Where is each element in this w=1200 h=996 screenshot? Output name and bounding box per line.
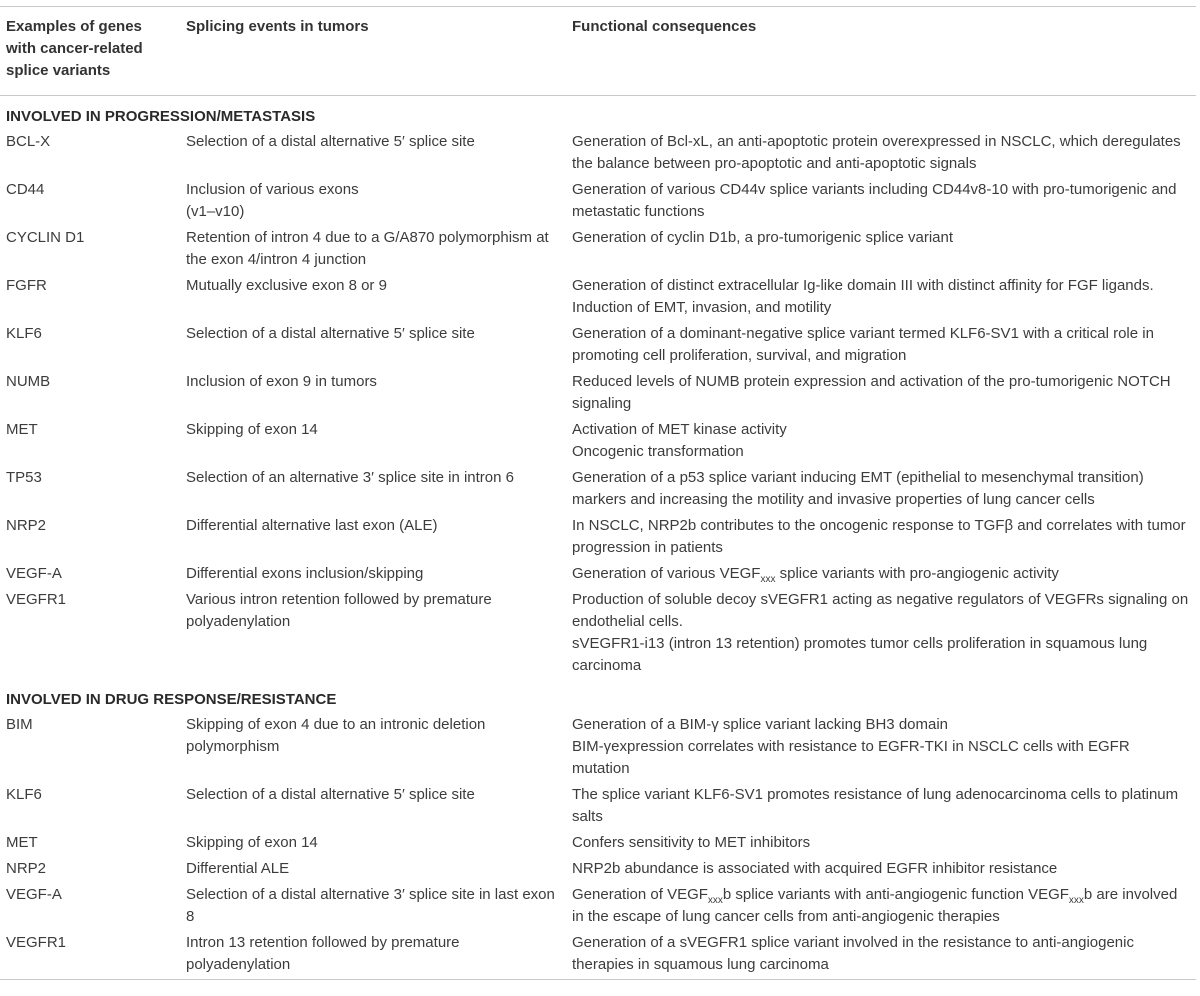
splicing-event-cell	[180, 130, 566, 178]
table-row	[0, 783, 1196, 831]
functional-consequence-text: Generation of various $VEGF_{xxx}$ splice variants with pro-angiogenic activity	[572, 565, 1059, 585]
table-row	[0, 178, 1196, 226]
splicing-event-text: Differential alternative last exon (ALE)	[186, 517, 438, 534]
splicing-event-cell	[180, 274, 566, 322]
splicing-event-text: Skipping of exon 4 due to an intronic deletion polymorphism	[186, 716, 486, 755]
functional-consequence-text: Activation of MET kinase activity	[572, 421, 787, 438]
table-row	[0, 370, 1196, 418]
gene-cell: CYCLIN D1	[6, 229, 85, 246]
table-row	[0, 883, 1196, 931]
table-row	[0, 130, 1196, 178]
table-row	[0, 514, 1196, 562]
gene-cell: BCL-X	[6, 133, 51, 150]
gene-cell: MET	[6, 834, 38, 851]
gene-cell: CD44	[6, 181, 45, 198]
splicing-event-cell	[180, 322, 566, 370]
functional-consequence-text: sVEGFR1-i13 (intron 13 retention) promotes tumor cells proliferation in squamous lung carcinoma	[572, 635, 1148, 674]
functional-consequence-cell	[566, 274, 1196, 322]
functional-consequence-cell	[566, 322, 1196, 370]
functional-consequence-text: Generation of Bcl-xL, an anti-apoptotic protein overexpressed in NSCLC, which deregulates the balance between pro-apoptotic and anti-apoptotic signals	[572, 133, 1181, 172]
splicing-event-text: Selection of an alternative 3′ splice site in intron 6	[186, 469, 515, 486]
splicing-event-text: Skipping of exon 14	[186, 421, 318, 438]
gene-cell: VEGFR1	[6, 934, 67, 951]
splicing-event-text: Mutually exclusive exon 8 or 9	[186, 277, 387, 294]
functional-consequence-cell	[566, 562, 1196, 588]
splicing-event-text: Retention of intron 4 due to a G/A870 polymorphism at the exon 4/intron 4 junction	[186, 229, 549, 268]
functional-consequence-cell	[566, 226, 1196, 274]
functional-consequence-cell	[566, 883, 1196, 931]
splicing-event-cell	[180, 783, 566, 831]
table-row	[0, 831, 1196, 857]
gene-cell: NRP2	[6, 517, 47, 534]
gene-cell: FGFR	[6, 277, 47, 294]
splicing-event-cell	[180, 857, 566, 883]
gene-cell: BIM	[6, 716, 33, 733]
gene-cell: VEGFR1	[6, 591, 67, 608]
section-title: INVOLVED IN DRUG RESPONSE/RESISTANCE	[6, 691, 337, 708]
functional-consequence-cell	[566, 857, 1196, 883]
functional-consequence-cell	[566, 418, 1196, 466]
splicing-event-text: Intron 13 retention followed by premature polyadenylation	[186, 934, 460, 973]
header-genes: Examples of genes with cancer-related splice variants	[0, 7, 180, 96]
functional-consequence-cell	[566, 178, 1196, 226]
gene-cell: TP53	[6, 469, 42, 486]
splicing-event-cell	[180, 831, 566, 857]
functional-consequence-text: NRP2b abundance is associated with acquired EGFR inhibitor resistance	[572, 860, 1058, 877]
table-header	[0, 7, 1196, 96]
functional-consequence-text: Generation of cyclin D1b, a pro-tumorigenic splice variant	[572, 229, 954, 246]
functional-consequence-text: Generation of a sVEGFR1 splice variant involved in the resistance to anti-angiogenic therapies in squamous lung carcinoma	[572, 934, 1134, 973]
gene-cell: VEGF-A	[6, 886, 62, 903]
functional-consequence-cell	[566, 931, 1196, 979]
table-row	[0, 588, 1196, 680]
splicing-event-cell	[180, 514, 566, 562]
splicing-event-cell	[180, 466, 566, 514]
table-row	[0, 322, 1196, 370]
splicing-event-text: Selection of a distal alternative 5′ splice site	[186, 325, 475, 342]
functional-consequence-text: Generation of a p53 splice variant inducing EMT (epithelial to mesenchymal transition) markers and increasing the motility and invasive properties of lung cancer cells	[572, 469, 1144, 508]
splicing-event-text: (v1–v10)	[186, 203, 245, 220]
functional-consequence-text: Reduced levels of NUMB protein expression and activation of the pro-tumorigenic NOTCH signaling	[572, 373, 1171, 412]
functional-consequence-cell	[566, 130, 1196, 178]
table-row	[0, 466, 1196, 514]
table-row	[0, 562, 1196, 588]
table-row	[0, 713, 1196, 783]
functional-consequence-text: Oncogenic transformation	[572, 443, 744, 460]
functional-consequence-cell	[566, 588, 1196, 680]
splicing-event-text: Differential exons inclusion/skipping	[186, 565, 424, 582]
splicing-event-text: Differential ALE	[186, 860, 290, 877]
functional-consequence-text: In NSCLC, NRP2b contributes to the oncogenic response to TGFβ and correlates with tumor progression in patients	[572, 517, 1186, 556]
table-bottom-rule	[0, 979, 1196, 980]
header-functional-consequences: Functional consequences	[566, 7, 1196, 96]
functional-consequence-text: The splice variant KLF6-SV1 promotes resistance of lung adenocarcinoma cells to platinum salts	[572, 786, 1179, 825]
functional-consequence-cell	[566, 713, 1196, 783]
functional-consequence-text: Confers sensitivity to MET inhibitors	[572, 834, 811, 851]
table-body	[0, 96, 1196, 980]
section-row	[0, 680, 1196, 713]
splicing-event-text: Inclusion of various exons	[186, 181, 359, 198]
gene-cell: KLF6	[6, 325, 42, 342]
functional-consequence-text: Production of soluble decoy sVEGFR1 acting as negative regulators of VEGFRs signaling on endothelial cells.	[572, 591, 1189, 630]
functional-consequence-cell	[566, 831, 1196, 857]
gene-cell: VEGF-A	[6, 565, 62, 582]
table-row	[0, 931, 1196, 979]
table-row	[0, 857, 1196, 883]
gene-cell: KLF6	[6, 786, 42, 803]
table-row	[0, 418, 1196, 466]
splicing-event-text: Selection of a distal alternative 3′ splice site in last exon 8	[186, 886, 555, 925]
table-row	[0, 226, 1196, 274]
functional-consequence-text: Generation of a BIM-γ splice variant lacking BH3 domain	[572, 716, 949, 733]
splicing-event-cell	[180, 226, 566, 274]
splicing-event-cell	[180, 931, 566, 979]
splicing-event-cell	[180, 713, 566, 783]
header-row	[0, 7, 1196, 96]
functional-consequence-text: Generation of a dominant-negative splice variant termed KLF6-SV1 with a critical role in promoting cell proliferation, survival, and migration	[572, 325, 1154, 364]
splicing-event-text: Inclusion of exon 9 in tumors	[186, 373, 377, 390]
splicing-event-cell	[180, 370, 566, 418]
splicing-event-cell	[180, 588, 566, 680]
splicing-event-text: Skipping of exon 14	[186, 834, 318, 851]
section-title: INVOLVED IN PROGRESSION/METASTASIS	[6, 108, 316, 125]
functional-consequence-text: Generation of distinct extracellular Ig-like domain III with distinct affinity for FGF ligands.	[572, 277, 1154, 294]
splicing-event-text: Selection of a distal alternative 5′ splice site	[186, 786, 475, 803]
gene-cell: NUMB	[6, 373, 51, 390]
splice-variants-table-container	[0, 6, 1196, 980]
functional-consequence-text: Generation of $VEGF_{xxx}b$ splice variants with anti-angiogenic function $VEGF_{xxx}b$ are involved in the escape of lung cancer cells from anti-angiogenic therapies	[572, 886, 1178, 925]
splicing-event-text: Selection of a distal alternative 5′ splice site	[186, 133, 475, 150]
splice-variants-table	[0, 7, 1196, 979]
section-row	[0, 96, 1196, 131]
functional-consequence-text: BIM-γexpression correlates with resistance to EGFR-TKI in NSCLC cells with EGFR mutation	[572, 738, 1130, 777]
gene-cell: NRP2	[6, 860, 47, 877]
functional-consequence-cell	[566, 514, 1196, 562]
functional-consequence-text: Induction of EMT, invasion, and motility	[572, 299, 832, 316]
gene-cell: MET	[6, 421, 38, 438]
functional-consequence-cell	[566, 370, 1196, 418]
splicing-event-cell	[180, 883, 566, 931]
functional-consequence-cell	[566, 466, 1196, 514]
header-splicing-events: Splicing events in tumors	[180, 7, 566, 96]
splicing-event-text: Various intron retention followed by premature polyadenylation	[186, 591, 492, 630]
functional-consequence-cell	[566, 783, 1196, 831]
table-row	[0, 274, 1196, 322]
splicing-event-cell	[180, 418, 566, 466]
functional-consequence-text: Generation of various CD44v splice variants including CD44v8-10 with pro-tumorigenic and metastatic functions	[572, 181, 1177, 220]
splicing-event-cell	[180, 178, 566, 226]
splicing-event-cell	[180, 562, 566, 588]
